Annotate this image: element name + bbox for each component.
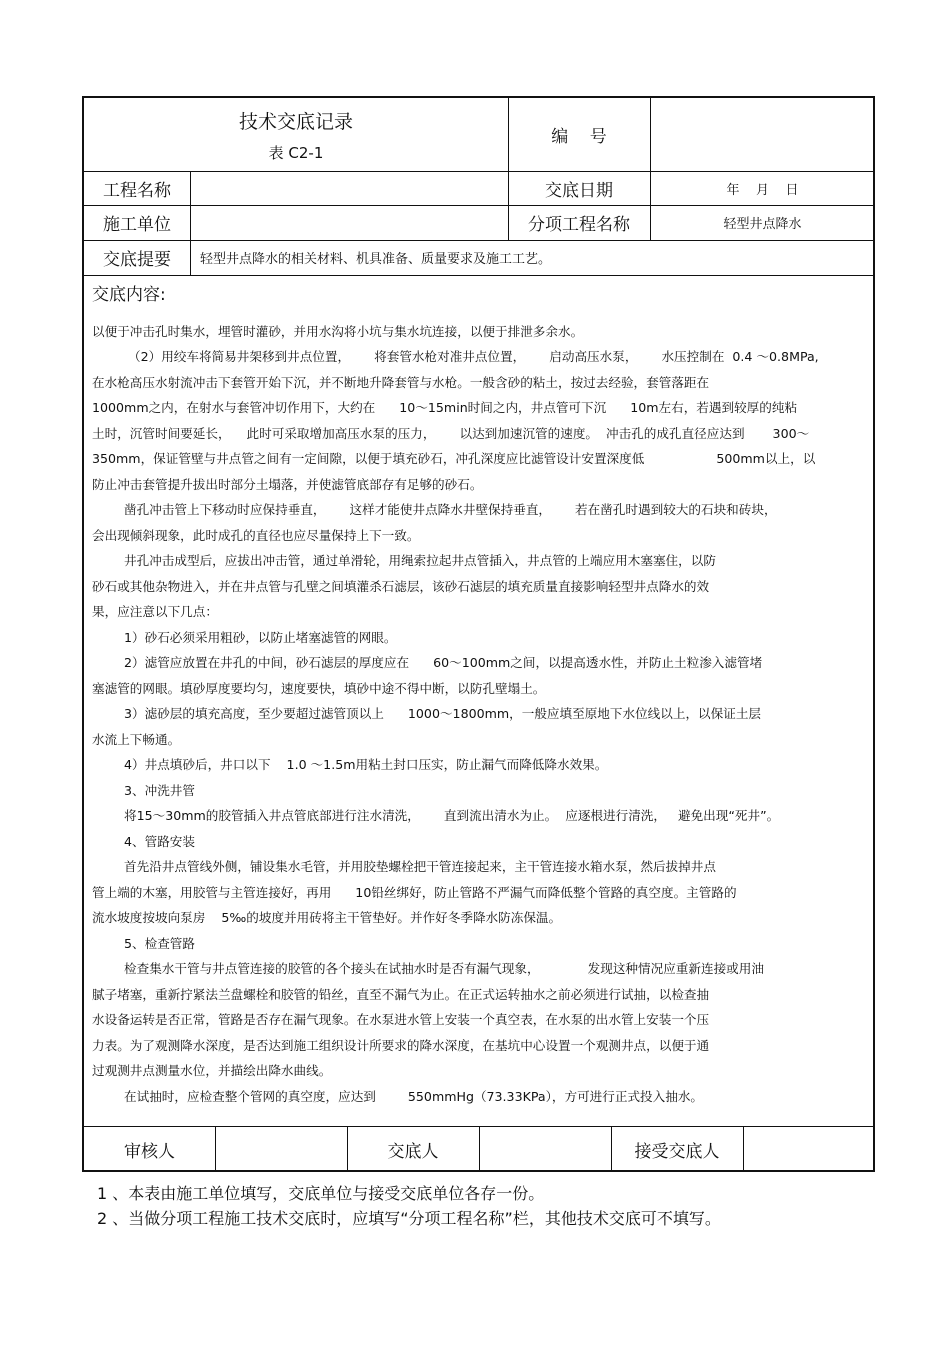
content-line: 3）滤砂层的填充高度，至少要超过滤管顶以上 1000～1800mm，一般应填至原地下水位线以上，以保证土层	[124, 706, 762, 721]
content-line: 在水枪高压水射流冲击下套管开始下沉，并不断地升降套管与水枪。一般含砂的粘土，按过去经验，套管落距在	[92, 375, 710, 390]
content-line: 砂石或其他杂物进入，并在井点管与孔壁之间填灌杀石滤层，该砂石滤层的填充质量直接影响轻型井点降水的效	[92, 579, 710, 594]
form-title: 技术交底记录	[238, 110, 353, 133]
content-line: 凿孔冲击管上下移动时应保持垂直， 这样才能使井点降水井壁保持垂直， 若在凿孔时遇到较大的石块和砖块，	[124, 502, 777, 517]
summary-value[interactable]: 轻型井点降水的相关材料、机具准备、质量要求及施工工艺。	[200, 252, 552, 267]
content-line: 在试抽时，应检查整个管网的真空度，应达到 550mmHg（73.33KPa），方可进行正式投入抽水。	[124, 1089, 704, 1104]
content-line: 土时，沉管时间要延长， 此时可采取增加高压水泵的压力， 以达到加速沉管的速度。 冲击孔的成孔直径应达到 300～	[92, 426, 810, 441]
number-label: 编 号	[551, 127, 607, 147]
content-line: 2）滤管应放置在井孔的中间，砂石滤层的厚度应在 60～100mm之间，以提高透水性，并防止土粒渗入滤管堵	[124, 655, 763, 670]
content-line: 水设备运转是否正常，管路是否存在漏气现象。在水泵进水管上安装一个真空表，在水泵的出水管上安装一个压	[92, 1012, 710, 1027]
content-line: 1）砂石必须采用粗砂，以防止堵塞滤管的网眼。	[124, 630, 397, 645]
content-line: 3、冲洗井管	[124, 783, 195, 798]
reviewer-signature-field[interactable]	[215, 1126, 347, 1172]
content-line: 力表。为了观测降水深度，是否达到施工组织设计所要求的降水深度，在基坑中心设置一个观测井点，以便于通	[92, 1038, 710, 1053]
receiver-signature-field[interactable]	[743, 1126, 875, 1172]
footnote: 1 、本表由施工单位填写，交底单位与接受交底单位各存一份。	[97, 1184, 545, 1203]
technical-disclosure-form	[82, 96, 875, 1172]
project-name-value[interactable]	[190, 171, 508, 205]
content-line: 以便于冲击孔时集水，埋管时灌砂，并用水沟将小坑与集水坑连接，以便于排泄多余水。	[92, 324, 584, 339]
content-line: 防止冲击套管提升拔出时部分土塌落，并使滤管底部存有足够的砂石。	[92, 477, 483, 492]
form-header	[84, 98, 508, 171]
discloser-signature-field[interactable]	[479, 1126, 611, 1172]
content-line: 管上端的木塞，用胶管与主管连接好，再用 10铅丝绑好，防止管路不严漏气而降低整个管路的真空度。主管路的	[92, 885, 737, 900]
receiver-label: 接受交底人	[634, 1141, 720, 1162]
content-line: （2）用绞车将简易井架移到井点位置， 将套管水枪对准井点位置， 启动高压水泵， 水压控制在 0.4 ～0.8MPa,	[128, 349, 819, 364]
constructor-value[interactable]	[190, 205, 508, 240]
number-value[interactable]	[650, 98, 875, 171]
summary-label: 交底提要	[103, 250, 171, 270]
footnote: 2 、当做分项工程施工技术交底时，应填写“分项工程名称”栏，其他技术交底可不填写。	[97, 1209, 721, 1228]
content-line: 5、检查管路	[124, 936, 195, 951]
content-line: 350mm，保证管壁与井点管之间有一定间隙，以便于填充砂石，冲孔深度应比滤管设计安置深度低 500mm以上，以	[92, 451, 816, 466]
reviewer-label: 审核人	[124, 1141, 175, 1162]
row-divider	[84, 275, 873, 276]
content-line: 流水坡度按坡向泵房 5‰的坡度并用砖将主干管垫好。并作好冬季降水防冻保温。	[92, 910, 562, 925]
subproject-label: 分项工程名称	[528, 215, 630, 235]
date-label: 交底日期	[545, 180, 613, 201]
content-line: 果，应注意以下几点：	[92, 604, 218, 619]
content-line: 首先沿井点管线外侧，铺设集水毛管，并用胶垫螺栓把干管连接起来，主干管连接水箱水泵，然后拔掉井点	[124, 859, 716, 874]
discloser-label: 交底人	[387, 1141, 439, 1162]
project-name-label: 工程名称	[103, 180, 171, 201]
content-line: 井孔冲击成型后，应拔出冲击管，通过单滑轮，用绳索拉起井点管插入，井点管的上端应用木塞塞住，以防	[124, 553, 716, 568]
content-line: 水流上下畅通。	[92, 732, 181, 747]
content-line: 腻子堵塞，重新拧紧法兰盘螺栓和胶管的铅丝，直至不漏气为止。在正式运转抽水之前必须进行试抽，以检查抽	[92, 987, 710, 1002]
content-line: 4、管路安装	[124, 834, 195, 849]
form-code: 表 C2-1	[268, 143, 324, 162]
constructor-label: 施工单位	[103, 215, 171, 235]
content-line: 将15～30mm的胶管插入井点管底部进行注水清洗， 直到流出清水为止。 应逐根进行清洗， 避免出现“死井”。	[124, 808, 780, 823]
content-line: 过观测井点测量水位，并描绘出降水曲线。	[92, 1063, 332, 1078]
subproject-value[interactable]: 轻型井点降水	[723, 217, 802, 232]
content-line: 塞滤管的网眼。填砂厚度要均匀，速度要快，填砂中途不得中断，以防孔壁塌土。	[92, 681, 546, 696]
date-value[interactable]: 年 月 日	[726, 182, 799, 198]
content-label: 交底内容:	[92, 284, 166, 305]
content-line: 1000mm之内，在射水与套管冲切作用下，大约在 10～15min时间之内，井点管可下沉 10m左右，若遇到较厚的纯粘	[92, 400, 798, 415]
content-line: 4）井点填砂后，井口以下 1.0 ～1.5m用粘土封口压实，防止漏气而降低降水效果。	[124, 757, 608, 772]
content-line: 检查集水干管与井点管连接的胶管的各个接头在试抽水时是否有漏气现象， 发现这种情况应重新连接或用油	[124, 961, 764, 976]
content-line: 会出现倾斜现象，此时成孔的直径也应尽量保持上下一致。	[92, 528, 420, 543]
